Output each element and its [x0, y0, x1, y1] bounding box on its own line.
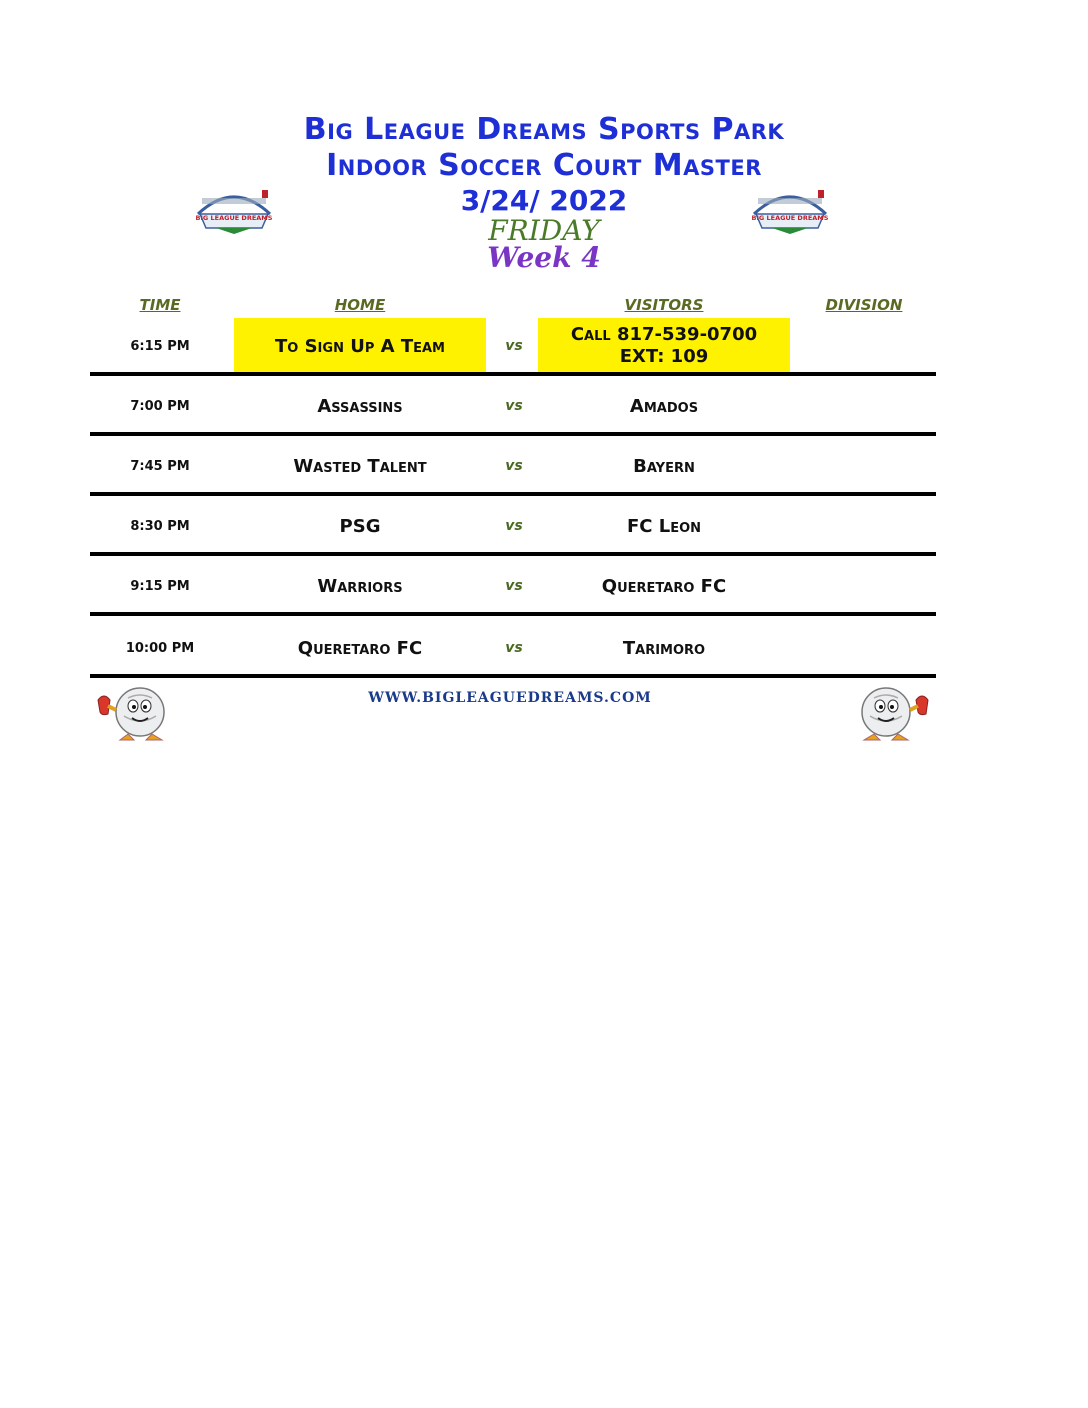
visitors-team: Tarimoro — [622, 637, 706, 659]
vs-label: vs — [505, 458, 523, 474]
visitors-team: Bayern — [633, 455, 695, 477]
schedule-row — [90, 378, 936, 436]
row-divider — [90, 674, 936, 678]
home-team: Wasted Talent — [293, 455, 427, 477]
division — [794, 498, 934, 554]
schedule-row — [90, 318, 936, 376]
page-title: Big League Dreams Sports Park — [303, 112, 785, 147]
schedule-day: FRIDAY — [488, 214, 600, 247]
home-team: Warriors — [317, 575, 403, 597]
division — [794, 558, 934, 614]
division — [794, 318, 934, 374]
soccer-ball-mascot-left — [90, 682, 190, 744]
division — [794, 620, 934, 676]
schedule-date: 3/24/ 2022 — [460, 184, 628, 217]
home-team: Queretaro FC — [297, 637, 423, 659]
soccer-ball-mascot-right — [836, 682, 936, 744]
game-time: 6:15 PM — [130, 338, 190, 354]
page-header — [0, 112, 1088, 272]
vs-label: vs — [505, 578, 523, 594]
row-divider — [90, 492, 936, 496]
big-league-dreams-logo-left — [192, 184, 276, 236]
schedule-week: Week 4 — [487, 241, 601, 274]
schedule-row — [90, 620, 936, 678]
website-link[interactable]: WWW.BIGLEAGUEDREAMS.COM — [368, 690, 652, 706]
game-time: 7:00 PM — [130, 398, 190, 414]
vs-label: vs — [505, 398, 523, 414]
vs-label: vs — [505, 338, 523, 354]
column-header-home: HOME — [334, 296, 386, 314]
game-time: 9:15 PM — [130, 578, 190, 594]
row-divider — [90, 612, 936, 616]
vs-label: vs — [505, 518, 523, 534]
schedule-row — [90, 558, 936, 616]
visitors-team: FC Leon — [626, 515, 702, 537]
game-time: 7:45 PM — [130, 458, 190, 474]
vs-label: vs — [505, 640, 523, 656]
row-divider — [90, 372, 936, 376]
game-time: 10:00 PM — [125, 640, 195, 656]
schedule-row — [90, 498, 936, 556]
visitors-team: Queretaro FC — [601, 575, 727, 597]
signup-phone: Call 817-539-0700 — [570, 324, 758, 345]
visitors-team: Amados — [629, 395, 699, 417]
row-divider — [90, 432, 936, 436]
division — [794, 438, 934, 494]
column-header-time: TIME — [139, 296, 181, 314]
row-divider — [90, 552, 936, 556]
svg-text:BIG LEAGUE DREAMS: BIG LEAGUE DREAMS — [751, 214, 829, 222]
column-header-division: DIVISION — [825, 296, 903, 314]
page-subtitle: Indoor Soccer Court Master — [326, 148, 762, 183]
schedule-row — [90, 438, 936, 496]
visitors-team — [538, 318, 790, 374]
division — [794, 378, 934, 434]
svg-text:BIG LEAGUE DREAMS: BIG LEAGUE DREAMS — [195, 214, 273, 222]
home-team: Assassins — [317, 395, 403, 417]
big-league-dreams-logo-right — [748, 184, 832, 236]
column-header-visitors: VISITORS — [624, 296, 704, 314]
signup-extension: EXT: 109 — [619, 346, 709, 367]
home-team: To Sign Up A Team — [234, 318, 486, 374]
game-time: 8:30 PM — [130, 518, 190, 534]
home-team: PSG — [339, 515, 381, 537]
